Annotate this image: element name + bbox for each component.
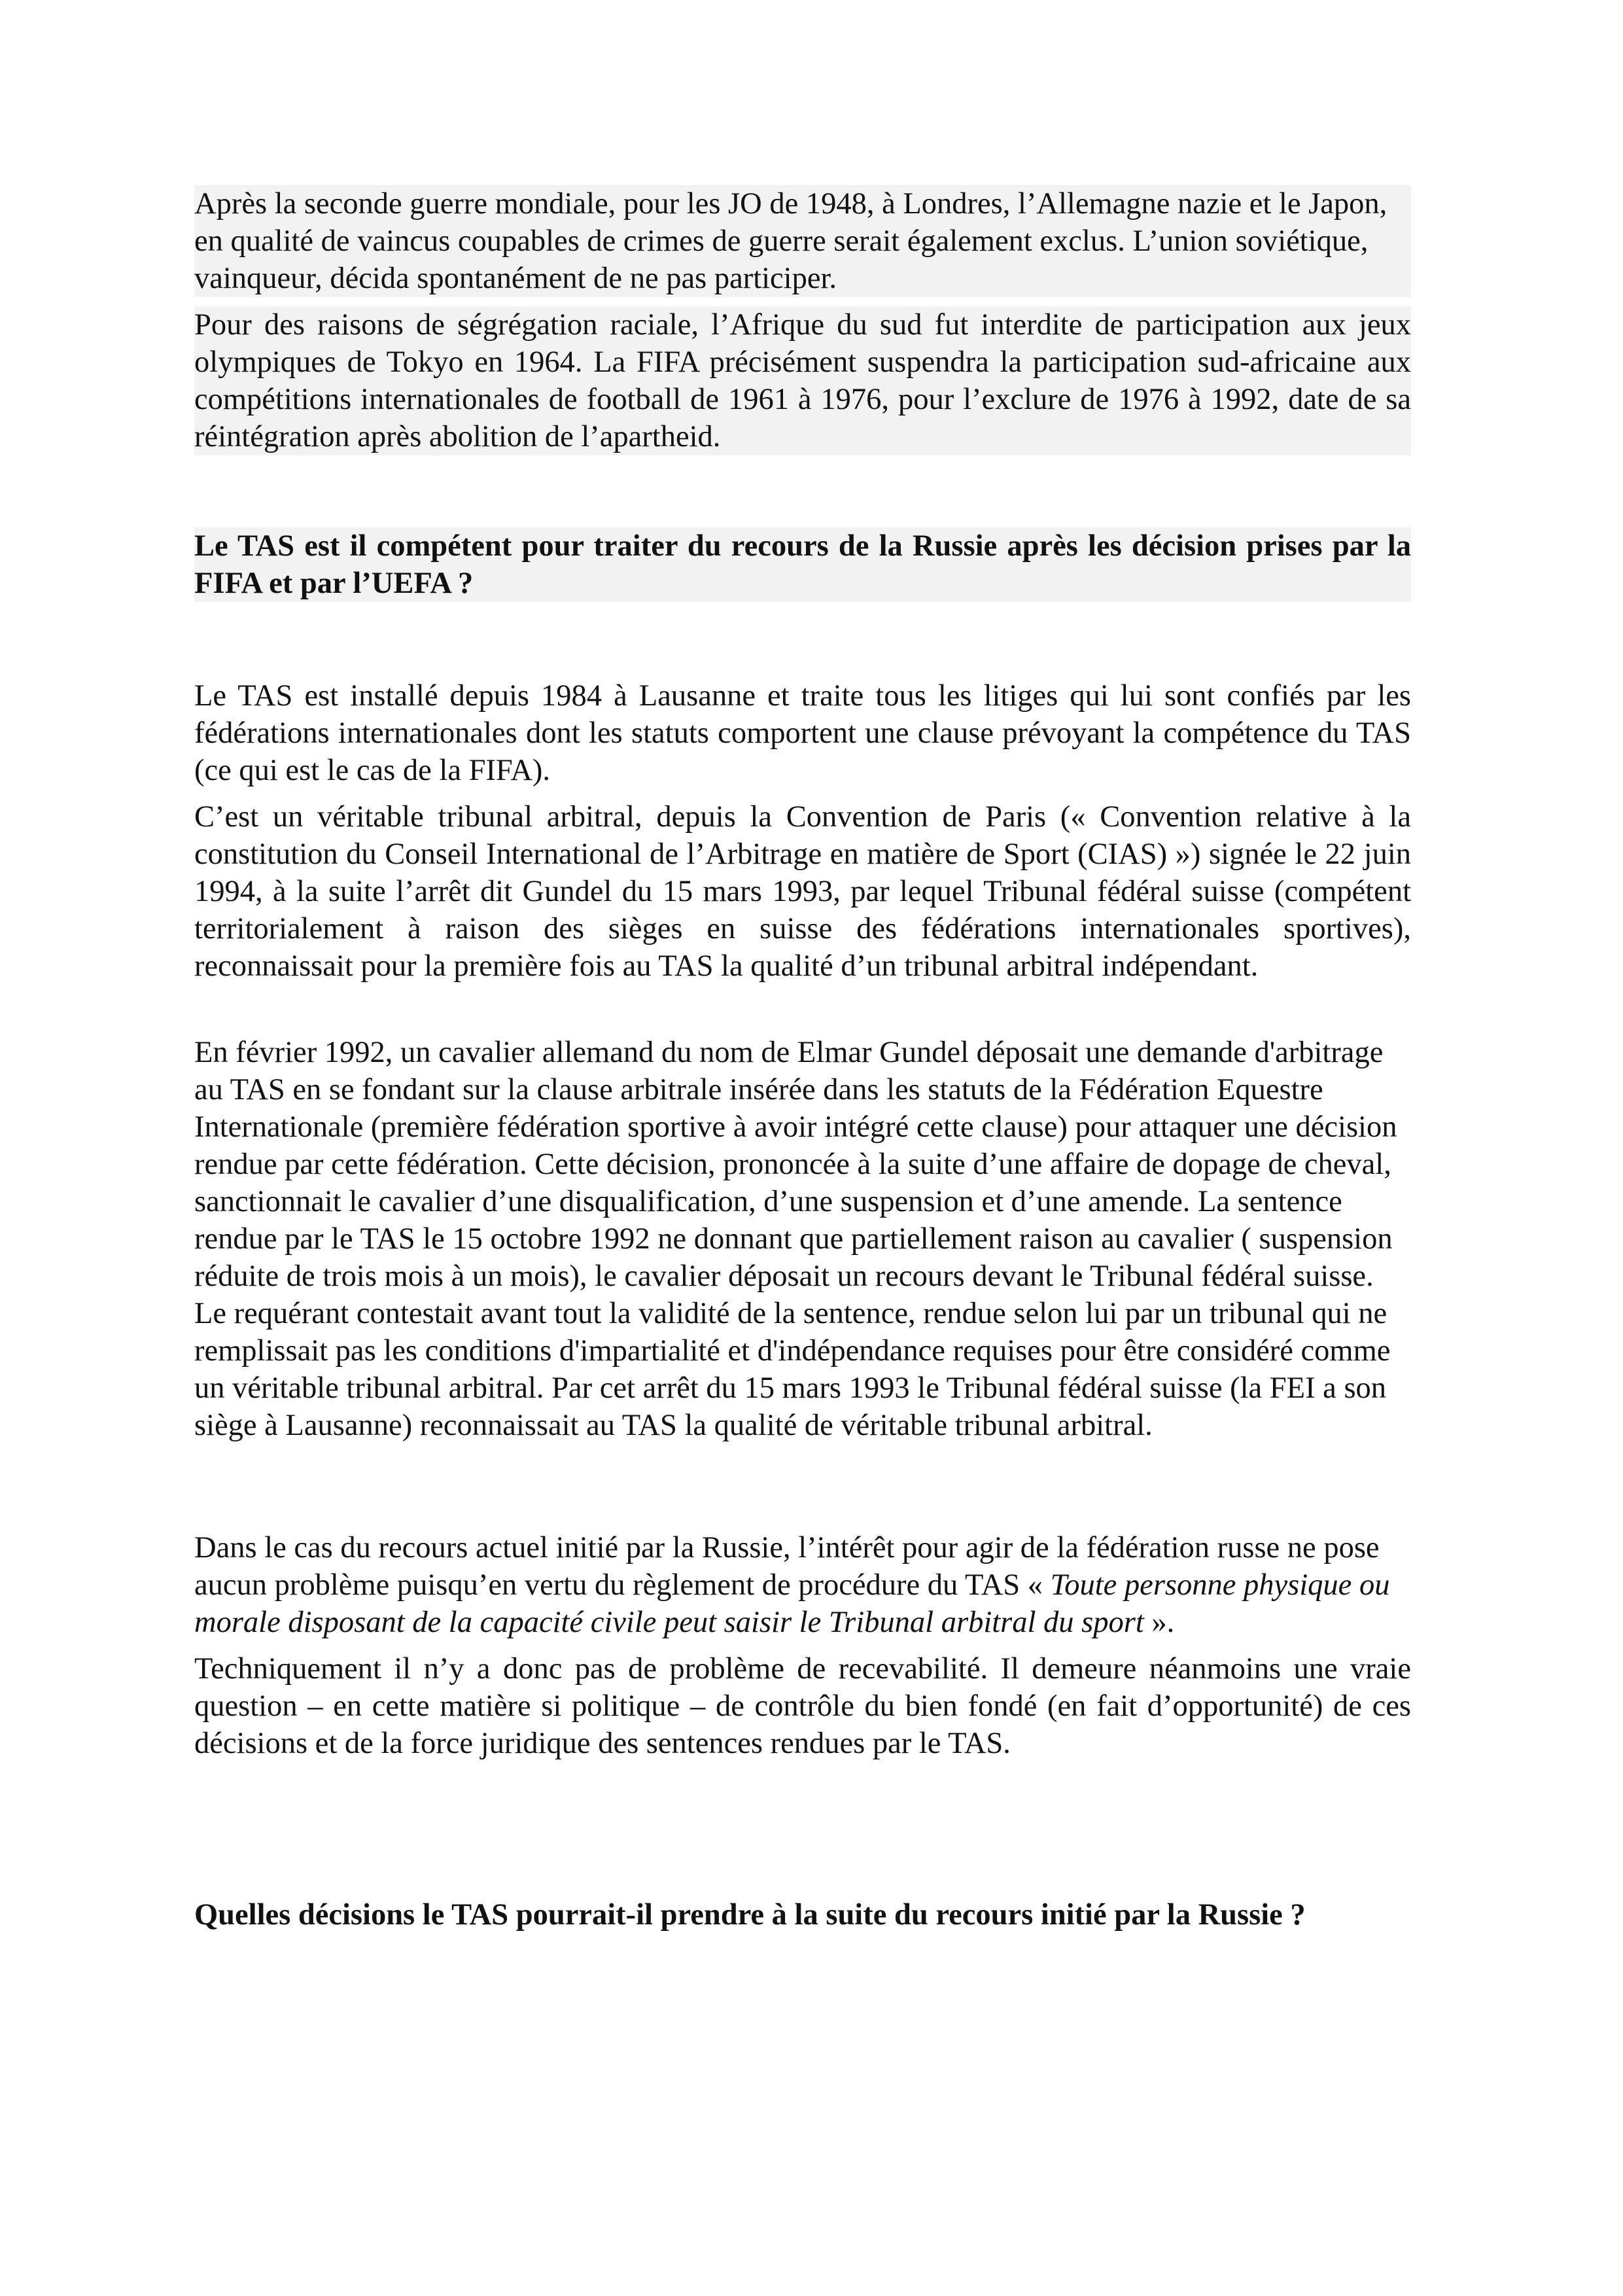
paragraph-russia-recourse-end: ». — [1143, 1606, 1175, 1639]
paragraph-convention-paris: C’est un véritable tribunal arbitral, depuis la Convention de Paris (« Convention relative à la constitution du Conseil International de l’Arbitrage en matière de Sport (CIAS) ») signée le 22 juin 1994, à la suite l’arrêt dit Gundel du 15 mars 1993, par lequel Tribunal fédéral suisse (compétent territorialement à raison des sièges en suisse des fédérations internationales sportives), reconnaissait pour la première fois au TAS la qualité d’un tribunal arbitral indépendant. — [194, 800, 1411, 983]
paragraph-gundel-case: En février 1992, un cavalier allemand du nom de Elmar Gundel déposait une demande d'arbitrage au TAS en se fondant sur la clause arbitrale insérée dans les statuts de la Fédération Equestre Internationale (première fédération sportive à avoir intégré cette clause) pour attaquer une décision rendue par cette fédération. Cette décision, prononcée à la suite d’une affaire de dopage de cheval, sanctionnait le cavalier d’une disqualification, d’une suspension et d’une amende. La sentence rendue par le TAS le 15 octobre 1992 ne donnant que partiellement raison au cavalier ( suspension réduite de trois mois à un mois), le cavalier déposait un recours devant le Tribunal fédéral suisse. Le requérant contestait avant tout la validité de la sentence, rendue selon lui par un tribunal qui ne remplissait pas les conditions d'impartialité et d'indépendance requises pour être considéré comme un véritable tribunal arbitral. Par cet arrêt du 15 mars 1993 le Tribunal fédéral suisse (la FEI a son siège à Lausanne) reconnaissait au TAS la qualité de véritable tribunal arbitral. — [194, 1036, 1397, 1442]
paragraph-russia-recourse-quote: Toute personne physique ou morale disposant de la capacité civile peut saisir le Tribunal arbitral du sport — [194, 1568, 1390, 1639]
heading-tas-competence: Le TAS est il compétent pour traiter du recours de la Russie après les décision prises par la FIFA et par l’UEFA ? — [194, 527, 1411, 602]
document-page — [194, 185, 1411, 1934]
paragraph-ww2-olympics: Après la seconde guerre mondiale, pour les JO de 1948, à Londres, l’Allemagne nazie et le Japon, en qualité de vaincus coupables de crimes de guerre serait également exclus. L’union soviétique, vainqueur, décida spontanément de ne pas participer. — [194, 185, 1411, 297]
paragraph-recevabilite: Techniquement il n’y a donc pas de problème de recevabilité. Il demeure néanmoins une vraie question – en cette matière si politique – de contrôle du bien fondé (en fait d’opportunité) de ces décisions et de la force juridique des sentences rendues par le TAS. — [194, 1652, 1411, 1760]
heading-tas-decisions: Quelles décisions le TAS pourrait-il prendre à la suite du recours initié par la Russie ? — [194, 1898, 1306, 1932]
paragraph-russia-recourse — [194, 1529, 1411, 1641]
paragraph-south-africa: Pour des raisons de ségrégation raciale, l’Afrique du sud fut interdite de participation aux jeux olympiques de Tokyo en 1964. La FIFA précisément suspendra la participation sud-africaine aux compétitions internationales de football de 1961 à 1976, pour l’exclure de 1976 à 1992, date de sa réintégration après abolition de l’apartheid. — [194, 306, 1411, 455]
paragraph-tas-lausanne: Le TAS est installé depuis 1984 à Lausanne et traite tous les litiges qui lui sont confiés par les fédérations internationales dont les statuts comportent une clause prévoyant la compétence du TAS (ce qui est le cas de la FIFA). — [194, 679, 1411, 787]
paragraph-russia-recourse-start: Dans le cas du recours actuel initié par la Russie, l’intérêt pour agir de la fédération russe ne pose aucun problème puisqu’en vertu du règlement de procédure du TAS « — [194, 1531, 1380, 1602]
